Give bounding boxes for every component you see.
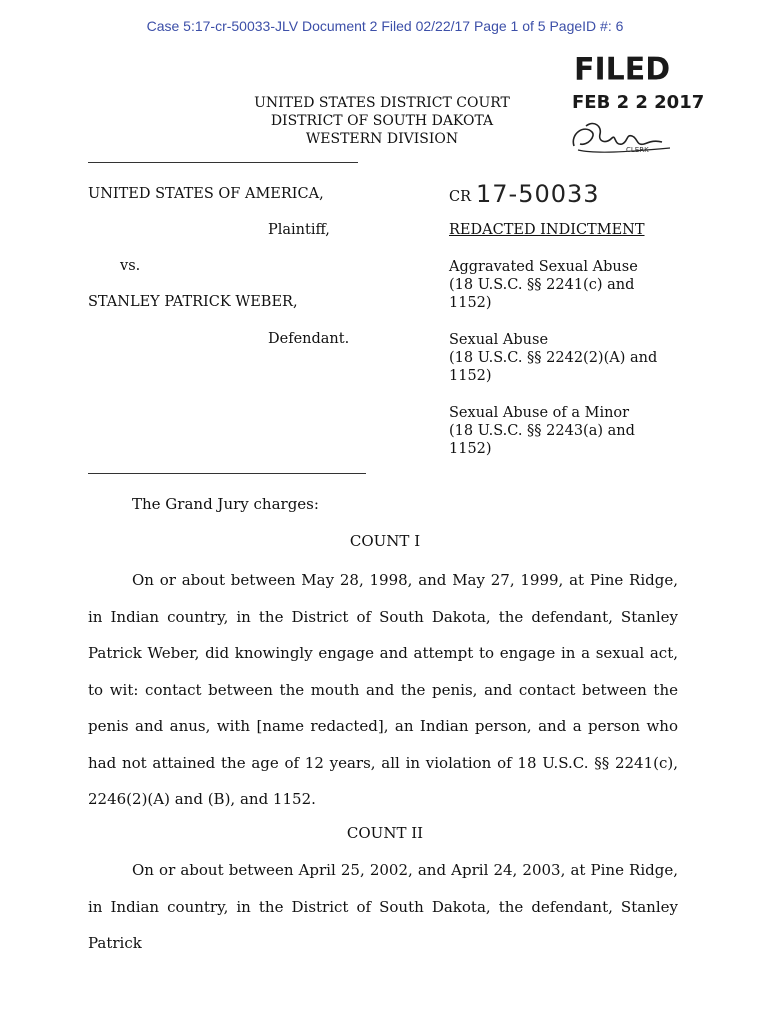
filed-stamp: FILED — [574, 51, 671, 88]
charge-statute: (18 U.S.C. §§ 2242(2)(A) and — [449, 350, 658, 366]
count-1-heading: COUNT I — [349, 532, 421, 550]
court-district: DISTRICT OF SOUTH DAKOTA — [270, 113, 494, 129]
count-2-heading: COUNT II — [346, 824, 424, 842]
case-header: Case 5:17-cr-50033-JLV Document 2 Filed 02/22/17 Page 1 of 5 PageID #: 6 — [146, 18, 624, 34]
charge-item — [449, 404, 679, 458]
charge-title: Sexual Abuse — [449, 332, 549, 348]
defendant-role: Defendant. — [268, 331, 350, 347]
clerk-signature-icon — [566, 116, 676, 162]
document-type: REDACTED INDICTMENT — [449, 222, 645, 238]
count-1-text: On or about between May 28, 1998, and May 27, 1999, at Pine Ridge, in Indian country, in the District of South Dakota, the defendant, Stanley Patrick Weber, did knowingly engage and attempt to engage in a sexual act, to wit: contact between the mouth and the penis, and contact between the penis and anus, with [name redacted], an Indian person, and a person who had not attained the age of 12 years, all in violation of 18 U.S.C. §§ 2241(c), 2246(2)(A) and (B), and 1152. — [88, 571, 678, 808]
filed-stamp-date: FEB 2 2 2017 — [572, 92, 705, 113]
court-name: UNITED STATES DISTRICT COURT — [254, 95, 510, 111]
clerk-label: CLERK — [626, 146, 649, 154]
charge-item — [449, 331, 679, 385]
plaintiff-role: Plaintiff, — [268, 222, 330, 238]
charge-item — [449, 258, 679, 312]
charge-title: Aggravated Sexual Abuse — [449, 259, 638, 275]
charge-statute: (18 U.S.C. §§ 2241(c) and — [449, 277, 635, 293]
count-2-text: On or about between April 25, 2002, and April 24, 2003, at Pine Ridge, in Indian country, in the District of South Dakota, the defendant, Stanley Patrick — [88, 861, 678, 952]
charge-statute-cont: 1152) — [449, 368, 492, 384]
grand-jury-intro: The Grand Jury charges: — [132, 495, 319, 513]
court-division: WESTERN DIVISION — [305, 131, 459, 147]
case-prefix: CR — [449, 189, 472, 205]
charge-statute: (18 U.S.C. §§ 2243(a) and — [449, 423, 635, 439]
charge-statute-cont: 1152) — [449, 295, 492, 311]
plaintiff-name: UNITED STATES OF AMERICA, — [88, 186, 324, 202]
caption-rule-bottom — [88, 473, 366, 474]
case-number-handwritten: 17-50033 — [476, 180, 600, 208]
charge-title: Sexual Abuse of a Minor — [449, 405, 630, 421]
caption-rule-top — [88, 162, 358, 163]
charge-statute-cont: 1152) — [449, 441, 492, 457]
defendant-name: STANLEY PATRICK WEBER, — [88, 294, 298, 310]
versus-label: vs. — [120, 258, 141, 274]
